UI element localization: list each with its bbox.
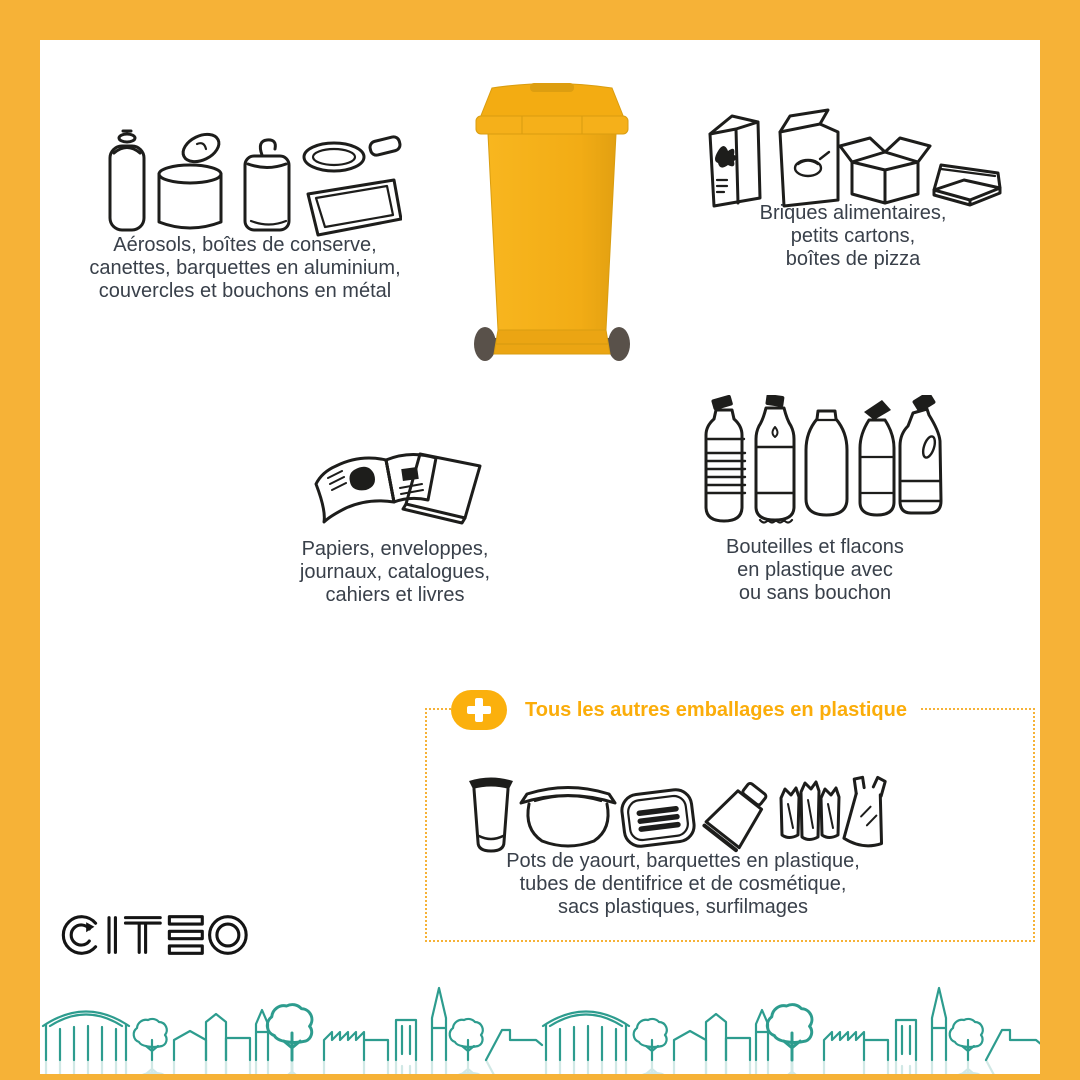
caption-line: Aérosols, boîtes de conserve,	[113, 234, 377, 256]
soda-bottle-icon	[756, 395, 794, 523]
plus-icon	[462, 697, 496, 723]
food-brick-icon	[710, 116, 760, 206]
caption-line: ou sans bouchon	[738, 582, 892, 604]
wrapped-tray-icon	[620, 788, 696, 848]
cosmetic-tube-icon	[704, 776, 775, 851]
shampoo-bottle-icon	[806, 411, 847, 515]
plastics-icons	[463, 768, 903, 860]
plastics-caption	[427, 850, 939, 919]
caption-line: Bouteilles et flacons	[726, 536, 904, 558]
metal-caption	[55, 234, 435, 303]
plastic-tray-icon	[521, 788, 615, 847]
water-bottle-icon	[706, 395, 745, 521]
aluminium-tray-icon	[308, 180, 401, 235]
plastic-bag-icon	[843, 774, 890, 848]
aerosol-can-icon	[110, 131, 144, 230]
other-plastics-title: Tous les autres emballages en plastique	[525, 698, 907, 721]
cartons-icons	[702, 106, 1002, 216]
citeo-letter-e	[169, 917, 202, 954]
pizza-box-icon	[934, 165, 1000, 205]
caption-line: cahiers et livres	[325, 584, 465, 606]
papers-icons	[302, 426, 502, 541]
bin-body	[476, 83, 628, 354]
city-skyline-illustration	[40, 982, 1040, 1074]
plus-badge	[451, 690, 507, 730]
tin-can-icon	[159, 129, 223, 228]
caption-line: Briques alimentaires,	[759, 202, 947, 224]
cardboard-box-icon	[840, 138, 930, 203]
caption-line: petits cartons,	[790, 225, 916, 247]
metal-icons	[102, 122, 402, 240]
yellow-wheelie-bin	[464, 74, 640, 374]
citeo-letter-i	[109, 918, 115, 953]
other-plastics-header	[451, 689, 921, 731]
content-area	[40, 40, 1040, 1074]
caption-line: journaux, catalogues,	[299, 561, 491, 583]
book-icon	[403, 454, 480, 523]
caption-line: boîtes de pizza	[785, 248, 921, 270]
other-plastics-box	[425, 698, 1035, 942]
caption-line: canettes, barquettes en aluminium,	[89, 257, 401, 279]
metal-cap-icon	[369, 136, 401, 157]
citeo-letter-t	[125, 918, 160, 953]
bottles-icons	[698, 395, 943, 535]
cartons-caption	[703, 202, 1003, 271]
caption-line: Pots de yaourt, barquettes en plastique,	[506, 850, 860, 872]
bottles-caption	[665, 536, 965, 605]
metal-lid-icon	[304, 143, 364, 171]
caption-line: Papiers, enveloppes,	[301, 538, 489, 560]
detergent-jug-icon	[900, 395, 941, 513]
drink-can-icon	[245, 140, 289, 230]
plastic-film-icon	[781, 782, 839, 840]
citeo-letter-c	[63, 917, 95, 954]
cereal-box-icon	[780, 110, 838, 206]
caption-line: en plastique avec	[737, 559, 893, 581]
caption-line: sacs plastiques, surfilmages	[557, 896, 809, 918]
caption-line: tubes de dentifrice et de cosmétique,	[519, 873, 847, 895]
yogurt-pot-icon	[469, 778, 513, 852]
caption-line: couvercles et bouchons en métal	[98, 280, 392, 302]
papers-caption	[245, 538, 545, 607]
flip-top-bottle-icon	[860, 400, 894, 515]
citeo-letter-o	[210, 917, 247, 954]
citeo-logo	[56, 910, 248, 960]
